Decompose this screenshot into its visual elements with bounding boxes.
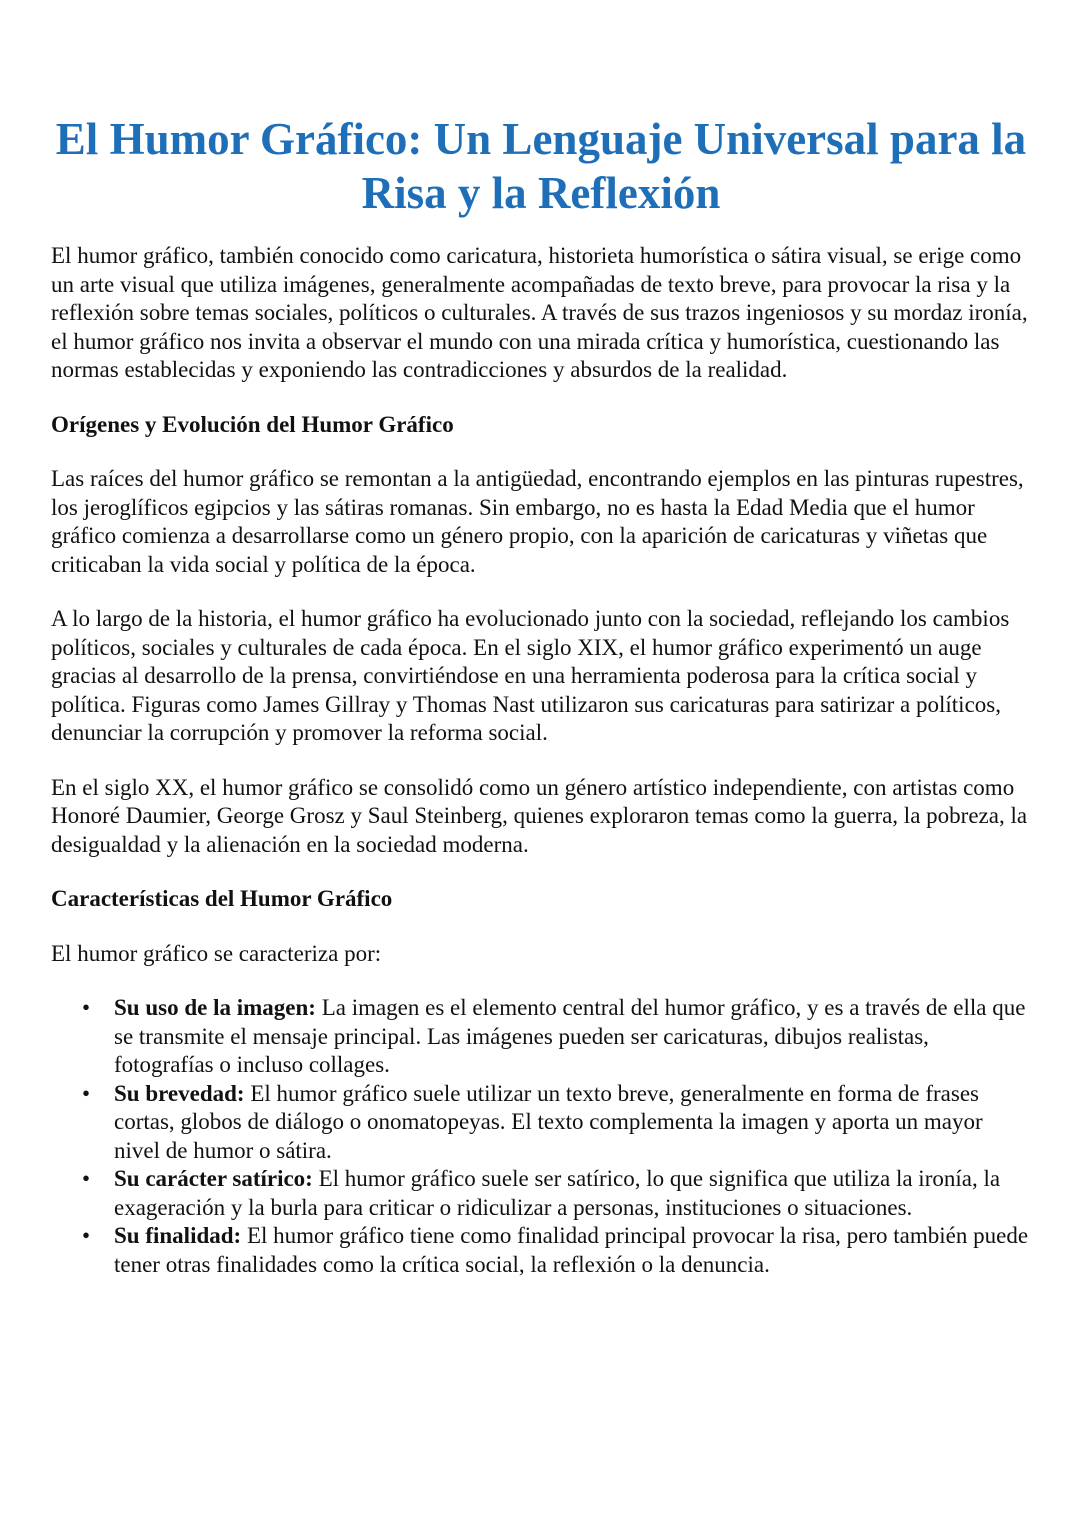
bullet-icon: • bbox=[82, 1080, 91, 1106]
intro-paragraph: El humor gráfico, también conocido como caricatura, historieta humorística o sátira visual, se erige como un arte visual que utiliza imágenes, generalmente acompañadas de texto breve, para provocar la risa y la reflexión sobre temas sociales, políticos o culturales. A través de sus trazos ingeniosos y su mordaz ironía, el humor gráfico nos invita a observar el mundo con una mirada crítica y humorística, cuestionando las normas establecidas y exponiendo las contradicciones y absurdos de la realidad. bbox=[51, 243, 1028, 382]
origins-paragraph-2: A lo largo de la historia, el humor gráfico ha evolucionado junto con la sociedad, reflejando los cambios políticos, sociales y culturales de cada época. En el siglo XIX, el humor gráfico experimentó un auge gracias al desarrollo de la prensa, convirtiéndose en una herramienta poderosa para la crítica social y política. Figuras como James Gillray y Thomas Nast utilizaron sus caricaturas para satirizar a políticos, denunciar la corrupción y promover la reforma social. bbox=[51, 606, 1010, 745]
section-heading-features: Características del Humor Gráfico bbox=[51, 886, 393, 911]
list-item-term: Su carácter satírico: bbox=[114, 1166, 313, 1191]
list-item bbox=[51, 1080, 1031, 1166]
list-item-term: Su finalidad: bbox=[114, 1223, 242, 1248]
list-item bbox=[51, 1222, 1031, 1279]
bullet-icon: • bbox=[82, 1223, 91, 1248]
origins-paragraph-3: En el siglo XX, el humor gráfico se consolidó como un género artístico independiente, con artistas como Honoré Daumier, George Grosz y Saul Steinberg, quienes exploraron temas como la guerra, la pobreza, la desigualdad y la alienación en la sociedad moderna. bbox=[51, 774, 1028, 857]
document-page bbox=[51, 112, 1031, 1279]
features-lead: El humor gráfico se caracteriza por: bbox=[51, 940, 382, 966]
section-heading-origins: Orígenes y Evolución del Humor Gráfico bbox=[51, 411, 454, 437]
list-item-term: Su brevedad: bbox=[114, 1080, 245, 1106]
list-item-text: El humor gráfico suele ser satírico, lo que significa que utiliza la ironía, la exageración y la burla para criticar o ridiculizar a personas, instituciones o situaciones. bbox=[114, 1166, 1001, 1220]
features-list bbox=[51, 994, 1031, 1279]
page-title: El Humor Gráfico: Un Lenguaje Universal para la Risa y la Reflexión bbox=[55, 114, 1027, 218]
list-item bbox=[51, 1165, 1031, 1222]
list-item-text: El humor gráfico suele utilizar un texto breve, generalmente en forma de frases cortas, globos de diálogo o onomatopeyas. El texto complementa la imagen y aporta un mayor nivel de humor o sátira. bbox=[114, 1080, 983, 1163]
bullet-icon: • bbox=[82, 1166, 91, 1191]
list-item bbox=[51, 994, 1031, 1080]
bullet-icon: • bbox=[82, 995, 91, 1020]
list-item-text: La imagen es el elemento central del humor gráfico, y es a través de ella que se transmite el mensaje principal. Las imágenes pueden ser caricaturas, dibujos realistas, fotografías o incluso collages. bbox=[114, 995, 1026, 1077]
list-item-text: El humor gráfico tiene como finalidad principal provocar la risa, pero también puede tener otras finalidades como la crítica social, la reflexión o la denuncia. bbox=[114, 1223, 1029, 1277]
list-item-term: Su uso de la imagen: bbox=[114, 995, 316, 1020]
origins-paragraph-1: Las raíces del humor gráfico se remontan a la antigüedad, encontrando ejemplos en las pinturas rupestres, los jeroglíficos egipcios y las sátiras romanas. Sin embargo, no es hasta la Edad Media que el humor gráfico comienza a desarrollarse como un género propio, con la aparición de caricaturas y viñetas que criticaban la vida social y política de la época. bbox=[51, 466, 1024, 577]
